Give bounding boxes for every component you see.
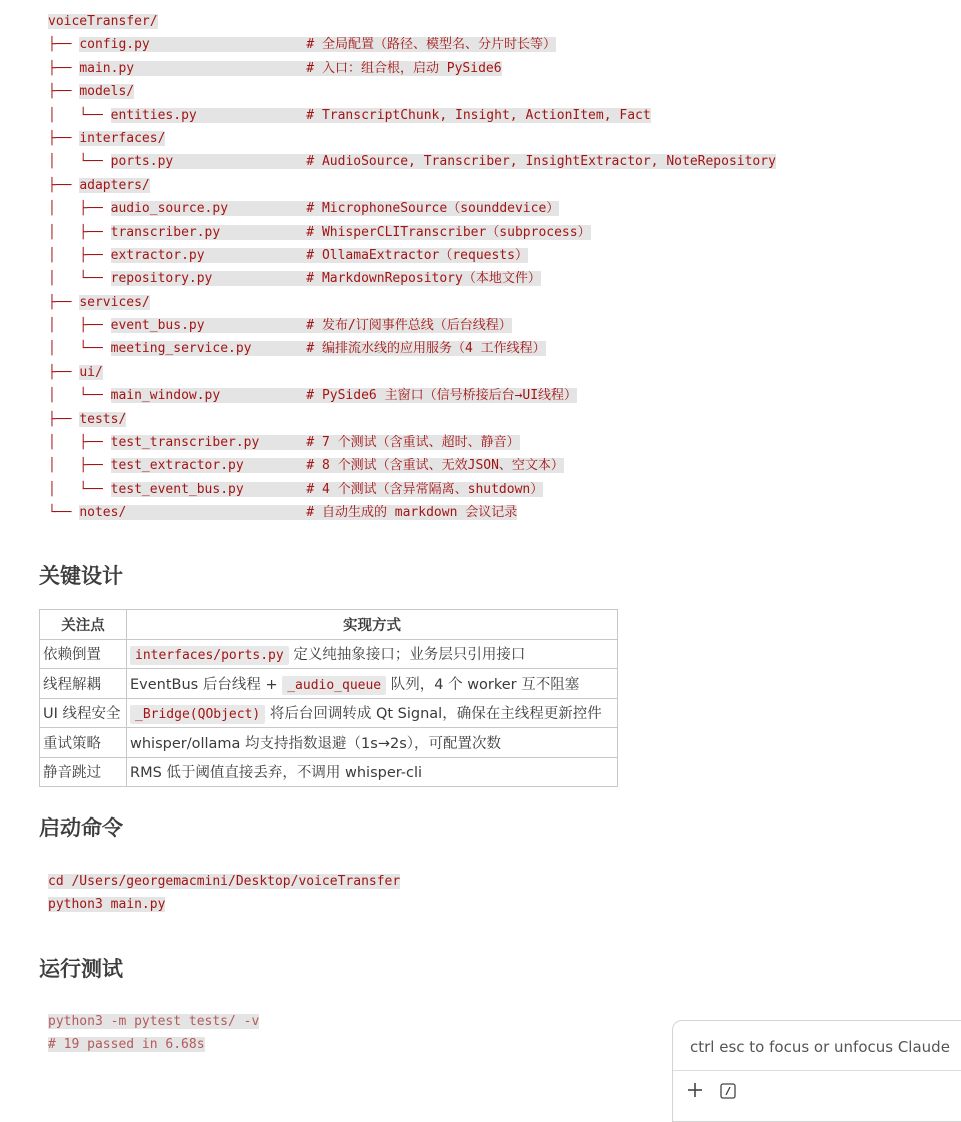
tree-line (48, 267, 776, 290)
tree-padding (150, 37, 307, 52)
tree-line (48, 174, 776, 197)
tree-entry-name: transcriber.py (110, 224, 221, 240)
tree-entry-name: meeting_service.py (110, 341, 252, 357)
design-implementation-cell (127, 728, 618, 758)
tree-branch-prefix: ├── (48, 60, 80, 76)
tree-padding (244, 458, 307, 473)
tree-entry-name: adapters/ (79, 177, 150, 193)
design-table-body (40, 639, 618, 787)
start-command-cd: cd /Users/georgemacmini/Desktop/voiceTransfer (48, 874, 401, 889)
implementation-inline-code: interfaces/ports.py (130, 646, 289, 665)
tree-entry-comment: # 4 个测试（含异常隔离、shutdown） (306, 481, 544, 497)
tree-branch-prefix: │ ├── (48, 435, 111, 451)
tree-entry-name: services/ (79, 294, 150, 310)
tree-padding (259, 435, 306, 450)
tree-entry-name: extractor.py (110, 247, 205, 263)
tree-line (48, 33, 776, 56)
tree-branch-prefix: │ ├── (48, 458, 111, 474)
tree-line (48, 478, 776, 501)
tree-entry-comment: # 入口：组合根，启动 PySide6 (306, 60, 502, 76)
design-table-row (40, 639, 618, 669)
claude-focus-hint[interactable]: ctrl esc to focus or unfocus Claude (690, 1038, 950, 1056)
tree-line (48, 197, 776, 220)
tree-branch-prefix: ├── (48, 364, 80, 380)
design-table-row (40, 757, 618, 787)
tree-line (48, 221, 776, 244)
tests-command-line (48, 1010, 259, 1033)
design-table-header-row (40, 610, 618, 640)
tree-padding (252, 341, 307, 356)
tree-padding (244, 482, 307, 497)
tree-line (48, 314, 776, 337)
tree-entry-comment: # 8 个测试（含重试、无效JSON、空文本） (306, 458, 564, 474)
tree-entry-comment: # OllamaExtractor（requests） (306, 247, 528, 263)
design-implementation-cell (127, 698, 618, 728)
implementation-text: 队列，4 个 worker 互不阻塞 (386, 676, 580, 693)
tree-entry-comment: # 7 个测试（含重试、超时、静音） (306, 435, 520, 451)
tree-root (48, 10, 776, 33)
tree-entry-comment: # TranscriptChunk, Insight, ActionItem, Fact (306, 107, 651, 123)
tree-entry-name: config.py (79, 37, 150, 53)
tree-entry-name: main.py (79, 60, 135, 76)
tree-entry-name: ports.py (110, 154, 174, 170)
project-tree-code-block (48, 10, 776, 525)
design-heading: 关键设计 (39, 564, 123, 588)
implementation-text: 将后台回调转成 Qt Signal，确保在主线程更新控件 (265, 706, 602, 723)
tree-branch-prefix: └── (48, 505, 80, 521)
tree-entry-name: notes/ (79, 505, 127, 521)
header-implementation: 实现方式 (127, 610, 618, 640)
design-concern-cell: 线程解耦 (40, 669, 127, 699)
tree-line (48, 361, 776, 384)
tree-branch-prefix: │ └── (48, 341, 111, 357)
tree-entry-name: repository.py (110, 271, 213, 287)
tree-branch-prefix: │ └── (48, 154, 111, 170)
tree-root-label: voiceTransfer/ (48, 14, 158, 29)
design-implementation-cell (127, 639, 618, 669)
tree-entry-name: test_event_bus.py (110, 481, 244, 497)
design-concern-cell: 重试策略 (40, 728, 127, 758)
tree-padding (228, 201, 306, 216)
tree-line (48, 80, 776, 103)
tests-result: # 19 passed in 6.68s (48, 1037, 205, 1053)
tree-padding (220, 225, 306, 240)
implementation-inline-code: _audio_queue (282, 676, 386, 695)
tree-entry-comment: # MarkdownRepository（本地文件） (306, 271, 541, 287)
tree-line (48, 501, 776, 524)
start-heading: 启动命令 (39, 816, 123, 840)
tree-entry-comment: # AudioSource, Transcriber, InsightExtractor, NoteRepository (306, 154, 776, 170)
tree-padding (205, 318, 307, 333)
implementation-text-pre: whisper/ollama 均支持指数退避（1s→2s），可配置次数 (130, 735, 501, 752)
tree-entry-comment: # 发布/订阅事件总线（后台线程） (306, 318, 512, 334)
tree-line (48, 104, 776, 127)
tree-branch-prefix: ├── (48, 177, 80, 193)
tree-branch-prefix: │ ├── (48, 201, 111, 217)
tree-padding (173, 154, 306, 169)
tree-entry-comment: # PySide6 主窗口（信号桥接后台→UI线程） (306, 388, 578, 404)
tree-entry-comment: # MicrophoneSource（sounddevice） (306, 201, 560, 217)
tree-line (48, 291, 776, 314)
tree-entry-name: test_extractor.py (110, 458, 244, 474)
claude-input-panel[interactable] (672, 1020, 961, 1122)
tree-line (48, 244, 776, 267)
tree-branch-prefix: │ └── (48, 388, 111, 404)
tests-code-block (48, 1010, 259, 1057)
tree-branch-prefix: ├── (48, 37, 80, 53)
implementation-text-pre: RMS 低于阈值直接丢弃，不调用 whisper-cli (130, 765, 423, 782)
tree-line (48, 454, 776, 477)
tree-entry-name: main_window.py (110, 388, 221, 404)
tree-entry-name: audio_source.py (110, 201, 229, 217)
tests-command: python3 -m pytest tests/ -v (48, 1014, 260, 1029)
tests-result-line (48, 1033, 259, 1056)
tree-line (48, 337, 776, 360)
tree-branch-prefix: │ ├── (48, 318, 111, 334)
implementation-text: 定义纯抽象接口；业务层只引用接口 (288, 647, 526, 664)
implementation-inline-code: _Bridge(QObject) (130, 705, 265, 724)
tree-entry-name: event_bus.py (110, 318, 205, 334)
header-concern: 关注点 (40, 610, 127, 640)
slash-command-icon[interactable] (720, 1083, 736, 1099)
design-table-row (40, 698, 618, 728)
tree-line (48, 150, 776, 173)
design-table-row (40, 728, 618, 758)
tree-padding (126, 505, 306, 520)
design-implementation-cell (127, 669, 618, 699)
tree-entry-name: models/ (79, 84, 135, 100)
tree-lines (48, 33, 776, 524)
tree-entry-name: entities.py (110, 107, 197, 123)
tree-padding (197, 108, 307, 123)
tree-branch-prefix: │ └── (48, 107, 111, 123)
design-concern-cell: UI 线程安全 (40, 698, 127, 728)
design-table (39, 609, 618, 787)
tree-padding (220, 388, 306, 403)
tree-line (48, 408, 776, 431)
tree-entry-comment: # 全局配置（路径、模型名、分片时长等） (306, 37, 556, 53)
tree-line (48, 57, 776, 80)
tree-branch-prefix: ├── (48, 411, 80, 427)
design-concern-cell: 依赖倒置 (40, 639, 127, 669)
tree-entry-comment: # 自动生成的 markdown 会议记录 (306, 505, 518, 521)
implementation-text-pre: EventBus 后台线程 + (130, 676, 283, 693)
plus-icon[interactable] (686, 1081, 704, 1099)
tree-branch-prefix: │ ├── (48, 224, 111, 240)
tree-branch-prefix: │ ├── (48, 247, 111, 263)
tree-line (48, 431, 776, 454)
tree-line (48, 384, 776, 407)
tree-padding (212, 271, 306, 286)
tree-entry-comment: # 编排流水线的应用服务（4 工作线程） (306, 341, 546, 357)
tree-branch-prefix: ├── (48, 294, 80, 310)
tree-entry-name: tests/ (79, 411, 127, 427)
start-command-line (48, 893, 400, 916)
start-command-line (48, 870, 400, 893)
tree-padding (205, 248, 307, 263)
start-code-block (48, 870, 400, 917)
tree-entry-name: test_transcriber.py (110, 435, 260, 451)
tree-entry-comment: # WhisperCLITranscriber（subprocess） (306, 224, 591, 240)
tree-branch-prefix: │ └── (48, 271, 111, 287)
tests-heading: 运行测试 (39, 957, 123, 981)
start-command-run: python3 main.py (48, 897, 166, 913)
tree-branch-prefix: │ └── (48, 481, 111, 497)
tree-branch-prefix: ├── (48, 130, 80, 146)
design-implementation-cell (127, 757, 618, 787)
design-concern-cell: 静音跳过 (40, 757, 127, 787)
design-table-row (40, 669, 618, 699)
tree-padding (134, 61, 306, 76)
tree-branch-prefix: ├── (48, 84, 80, 100)
tree-entry-name: ui/ (79, 364, 103, 380)
claude-panel-divider (673, 1070, 961, 1071)
tree-entry-name: interfaces/ (79, 130, 166, 146)
tree-line (48, 127, 776, 150)
